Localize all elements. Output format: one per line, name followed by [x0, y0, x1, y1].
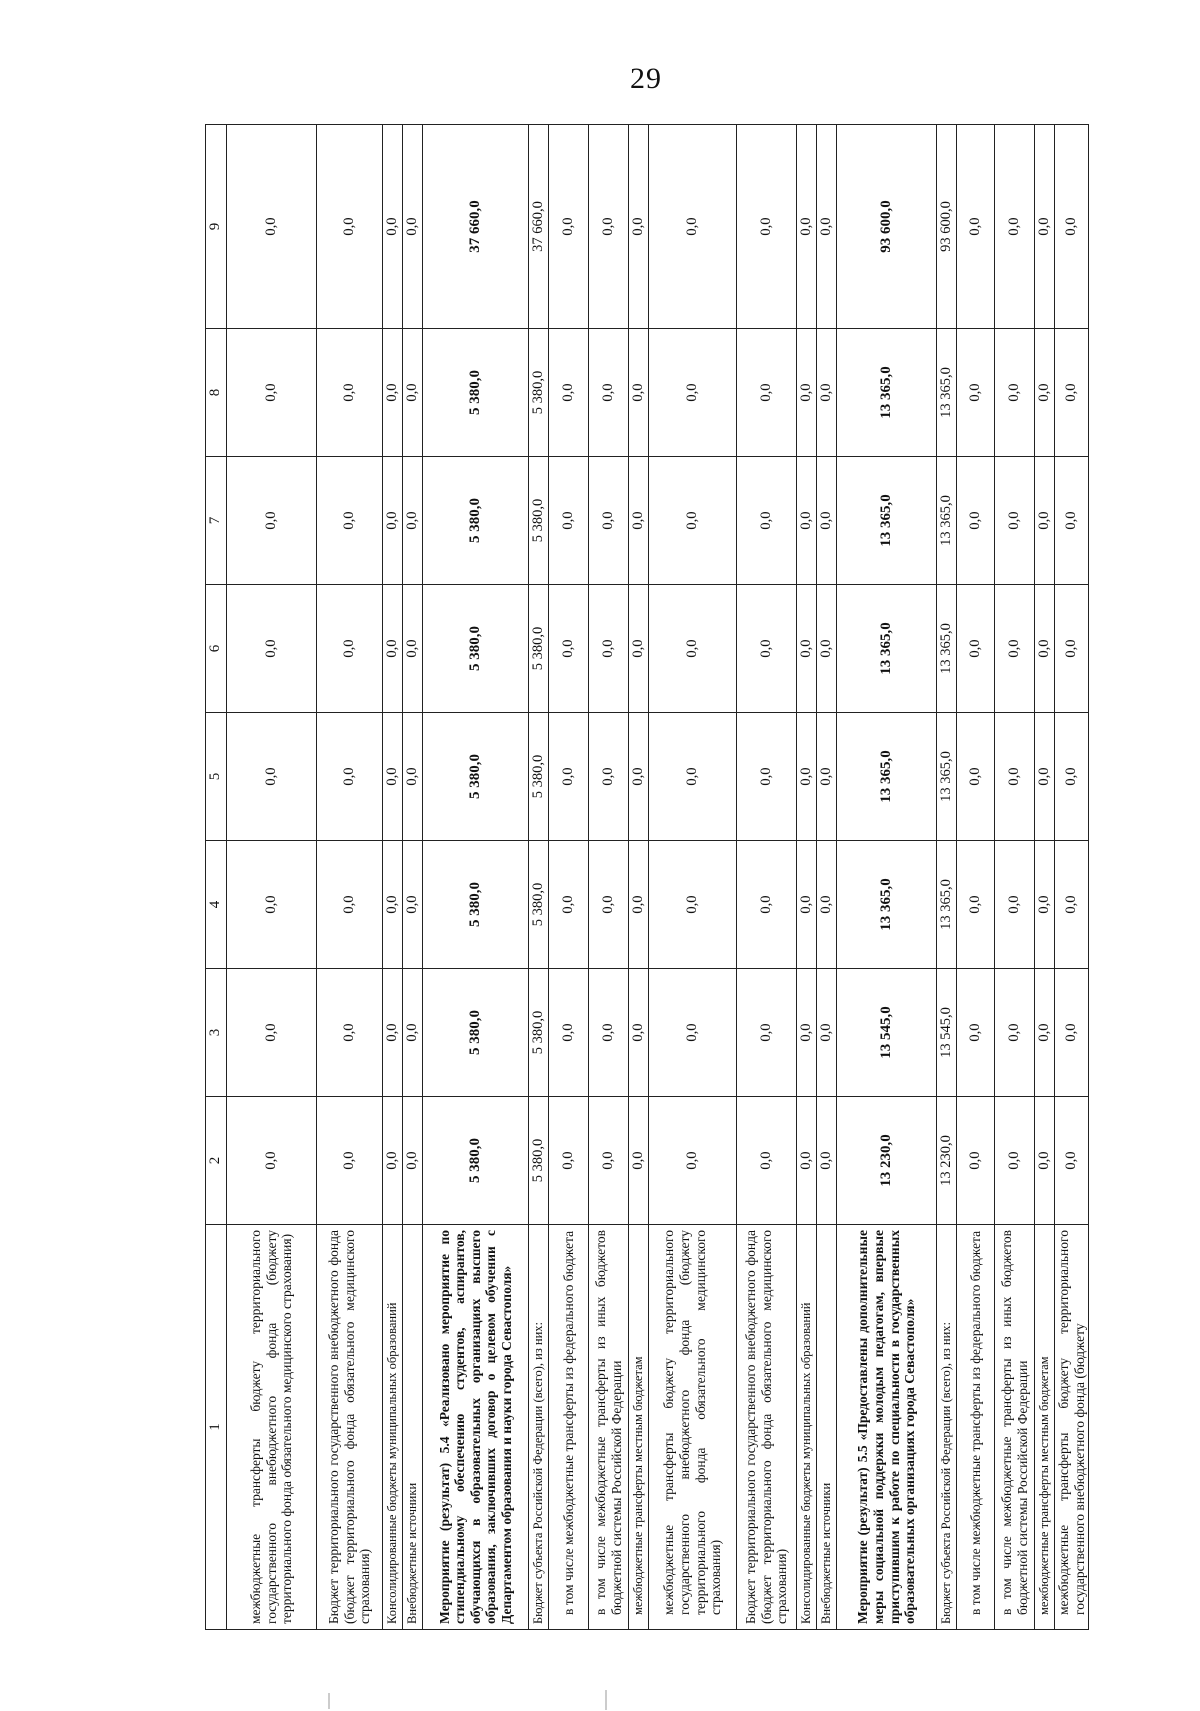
value-cell: 0,0: [1055, 969, 1089, 1097]
value-cell: 0,0: [1035, 457, 1055, 585]
value-cell: 0,0: [995, 125, 1035, 329]
row-label: межбюджетные трансферты бюджету территориального государственного внебюджетного фонда (бюджету: [1055, 1225, 1089, 1630]
column-header: 3: [206, 969, 227, 1097]
table-row: [957, 125, 995, 1630]
value-cell: 0,0: [1055, 1097, 1089, 1225]
value-cell: 0,0: [817, 125, 837, 329]
value-cell: 5 380,0: [529, 841, 549, 969]
value-cell: 0,0: [797, 841, 817, 969]
value-cell: 0,0: [1055, 125, 1089, 329]
value-cell: 0,0: [589, 713, 629, 841]
value-cell: 0,0: [995, 969, 1035, 1097]
value-cell: 0,0: [957, 713, 995, 841]
value-cell: 0,0: [1055, 713, 1089, 841]
value-cell: 0,0: [817, 1097, 837, 1225]
value-cell: 0,0: [1035, 585, 1055, 713]
value-cell: 0,0: [549, 585, 589, 713]
value-cell: 0,0: [629, 329, 649, 457]
value-cell: 0,0: [995, 457, 1035, 585]
table-row: [383, 125, 403, 1630]
value-cell: 0,0: [549, 329, 589, 457]
table-row: [423, 125, 529, 1630]
value-cell: 0,0: [317, 841, 383, 969]
value-cell: 0,0: [227, 585, 317, 713]
value-cell: 13 365,0: [837, 713, 937, 841]
value-cell: 0,0: [227, 329, 317, 457]
value-cell: 5 380,0: [529, 457, 549, 585]
row-label: в том числе межбюджетные трансферты из иных бюджетов бюджетной системы Российской Федерации: [589, 1225, 629, 1630]
value-cell: 0,0: [227, 125, 317, 329]
value-cell: 0,0: [629, 125, 649, 329]
value-cell: 5 380,0: [423, 457, 529, 585]
value-cell: 0,0: [649, 713, 737, 841]
value-cell: 5 380,0: [423, 841, 529, 969]
value-cell: 0,0: [317, 1097, 383, 1225]
value-cell: 93 600,0: [837, 125, 937, 329]
row-label: Бюджет субъекта Российской Федерации (всего), из них:: [937, 1225, 957, 1630]
value-cell: 0,0: [995, 329, 1035, 457]
value-cell: 0,0: [649, 1097, 737, 1225]
value-cell: 0,0: [995, 841, 1035, 969]
value-cell: 13 365,0: [937, 713, 957, 841]
value-cell: 0,0: [1035, 125, 1055, 329]
table-row: [549, 125, 589, 1630]
table-row: [589, 125, 629, 1630]
value-cell: 0,0: [957, 329, 995, 457]
value-cell: 0,0: [797, 457, 817, 585]
value-cell: 0,0: [737, 457, 797, 585]
value-cell: 5 380,0: [423, 329, 529, 457]
row-label: в том числе межбюджетные трансферты из федерального бюджета: [549, 1225, 589, 1630]
table-row: [797, 125, 817, 1630]
value-cell: 0,0: [227, 1097, 317, 1225]
value-cell: 13 365,0: [937, 457, 957, 585]
value-cell: 0,0: [403, 841, 423, 969]
value-cell: 0,0: [629, 841, 649, 969]
row-label: межбюджетные трансферты местным бюджетам: [1035, 1225, 1055, 1630]
value-cell: 0,0: [549, 125, 589, 329]
value-cell: 0,0: [227, 457, 317, 585]
scan-artifact-line: [605, 1690, 607, 1710]
value-cell: 0,0: [649, 125, 737, 329]
value-cell: 0,0: [797, 585, 817, 713]
value-cell: 0,0: [629, 457, 649, 585]
value-cell: 0,0: [317, 329, 383, 457]
column-header: 7: [206, 457, 227, 585]
value-cell: 0,0: [1055, 457, 1089, 585]
value-cell: 5 380,0: [529, 329, 549, 457]
value-cell: 13 365,0: [937, 841, 957, 969]
value-cell: 13 365,0: [937, 329, 957, 457]
table-row: [317, 125, 383, 1630]
value-cell: 0,0: [383, 841, 403, 969]
value-cell: 0,0: [549, 457, 589, 585]
rotated-table-canvas: [205, 125, 1087, 1630]
value-cell: 0,0: [383, 1097, 403, 1225]
table-row: [1055, 125, 1089, 1630]
value-cell: 0,0: [589, 457, 629, 585]
value-cell: 13 545,0: [837, 969, 937, 1097]
page-number: 29: [630, 62, 662, 95]
value-cell: 0,0: [629, 1097, 649, 1225]
value-cell: 0,0: [317, 125, 383, 329]
value-cell: 0,0: [1055, 841, 1089, 969]
table-row: [529, 125, 549, 1630]
value-cell: 13 230,0: [837, 1097, 937, 1225]
value-cell: 0,0: [737, 125, 797, 329]
column-header: 6: [206, 585, 227, 713]
value-cell: 0,0: [403, 969, 423, 1097]
value-cell: 0,0: [797, 713, 817, 841]
row-label: Внебюджетные источники: [817, 1225, 837, 1630]
value-cell: 0,0: [227, 713, 317, 841]
column-header: 1: [206, 1225, 227, 1630]
value-cell: 0,0: [957, 585, 995, 713]
value-cell: 0,0: [995, 585, 1035, 713]
value-cell: 0,0: [227, 969, 317, 1097]
value-cell: 0,0: [383, 713, 403, 841]
value-cell: 0,0: [957, 457, 995, 585]
table-row: [817, 125, 837, 1630]
value-cell: 0,0: [317, 457, 383, 585]
column-header: 2: [206, 1097, 227, 1225]
value-cell: 0,0: [737, 585, 797, 713]
row-label: Мероприятие (результат) 5.5 «Предоставлены дополнительные меры социальной поддержки молодым педагогам, впервые приступившим к работе по специальности в государственных образовательных организациях города Севастополя»: [837, 1225, 937, 1630]
value-cell: 0,0: [629, 969, 649, 1097]
row-label: в том числе межбюджетные трансферты из иных бюджетов бюджетной системы Российской Федерации: [995, 1225, 1035, 1630]
value-cell: 13 230,0: [937, 1097, 957, 1225]
value-cell: 0,0: [1055, 329, 1089, 457]
value-cell: 0,0: [797, 125, 817, 329]
column-header: 8: [206, 329, 227, 457]
value-cell: 0,0: [649, 841, 737, 969]
value-cell: 0,0: [995, 1097, 1035, 1225]
value-cell: 0,0: [589, 841, 629, 969]
value-cell: 13 365,0: [837, 457, 937, 585]
value-cell: 0,0: [817, 713, 837, 841]
value-cell: 0,0: [1035, 841, 1055, 969]
value-cell: 0,0: [383, 457, 403, 585]
value-cell: 5 380,0: [423, 585, 529, 713]
column-header: 4: [206, 841, 227, 969]
value-cell: 5 380,0: [529, 585, 549, 713]
value-cell: 0,0: [957, 1097, 995, 1225]
table-row: [1035, 125, 1055, 1630]
value-cell: 0,0: [797, 969, 817, 1097]
value-cell: 0,0: [403, 457, 423, 585]
value-cell: 0,0: [403, 585, 423, 713]
value-cell: 5 380,0: [423, 713, 529, 841]
value-cell: 5 380,0: [529, 713, 549, 841]
table-row: [937, 125, 957, 1630]
table-row: [629, 125, 649, 1630]
scan-artifact-line: [328, 1693, 330, 1709]
value-cell: 0,0: [649, 969, 737, 1097]
row-label: Консолидированные бюджеты муниципальных образований: [797, 1225, 817, 1630]
value-cell: 5 380,0: [423, 969, 529, 1097]
table-row: [737, 125, 797, 1630]
value-cell: 0,0: [1035, 713, 1055, 841]
value-cell: 0,0: [737, 713, 797, 841]
value-cell: 0,0: [1035, 969, 1055, 1097]
value-cell: 0,0: [549, 969, 589, 1097]
table-row: [837, 125, 937, 1630]
value-cell: 5 380,0: [529, 1097, 549, 1225]
value-cell: 0,0: [589, 329, 629, 457]
value-cell: 0,0: [403, 125, 423, 329]
value-cell: 0,0: [317, 585, 383, 713]
value-cell: 0,0: [589, 125, 629, 329]
row-label: межбюджетные трансферты местным бюджетам: [629, 1225, 649, 1630]
value-cell: 0,0: [629, 713, 649, 841]
value-cell: 0,0: [817, 969, 837, 1097]
value-cell: 37 660,0: [423, 125, 529, 329]
row-label: Бюджет территориального государственного внебюджетного фонда (бюджет территориального фонда обязательного медицинского страхования): [737, 1225, 797, 1630]
column-header: 5: [206, 713, 227, 841]
row-label: межбюджетные трансферты бюджету территориального государственного внебюджетного фонда (бюджету территориального фонда обязательного медицинского страхования): [227, 1225, 317, 1630]
table-row: [649, 125, 737, 1630]
value-cell: 0,0: [1035, 329, 1055, 457]
value-cell: 0,0: [227, 841, 317, 969]
value-cell: 0,0: [589, 585, 629, 713]
value-cell: 93 600,0: [937, 125, 957, 329]
row-label: Внебюджетные источники: [403, 1225, 423, 1630]
value-cell: 0,0: [797, 1097, 817, 1225]
row-label: Бюджет территориального государственного внебюджетного фонда (бюджет территориального фонда обязательного медицинского страхования): [317, 1225, 383, 1630]
value-cell: 0,0: [317, 969, 383, 1097]
table-header-row: [206, 125, 227, 1630]
value-cell: 0,0: [383, 585, 403, 713]
row-label: межбюджетные трансферты бюджету территориального государственного внебюджетного фонда (бюджету территориального фонда обязательного медицинского страхования): [649, 1225, 737, 1630]
value-cell: 0,0: [957, 841, 995, 969]
table-row: [403, 125, 423, 1630]
rotated-table-frame: [205, 125, 1087, 1630]
value-cell: 0,0: [797, 329, 817, 457]
value-cell: 0,0: [317, 713, 383, 841]
value-cell: 0,0: [549, 841, 589, 969]
value-cell: 0,0: [1055, 585, 1089, 713]
value-cell: 0,0: [957, 969, 995, 1097]
value-cell: 0,0: [1035, 1097, 1055, 1225]
value-cell: 37 660,0: [529, 125, 549, 329]
value-cell: 0,0: [737, 1097, 797, 1225]
value-cell: 5 380,0: [423, 1097, 529, 1225]
value-cell: 0,0: [403, 1097, 423, 1225]
value-cell: 13 365,0: [937, 585, 957, 713]
row-label: Консолидированные бюджеты муниципальных образований: [383, 1225, 403, 1630]
value-cell: 5 380,0: [529, 969, 549, 1097]
value-cell: 0,0: [383, 329, 403, 457]
table-row: [227, 125, 317, 1630]
value-cell: 0,0: [817, 329, 837, 457]
value-cell: 13 365,0: [837, 841, 937, 969]
value-cell: 0,0: [649, 585, 737, 713]
value-cell: 0,0: [995, 713, 1035, 841]
value-cell: 0,0: [629, 585, 649, 713]
value-cell: 13 365,0: [837, 329, 937, 457]
row-label: Бюджет субъекта Российской Федерации (всего), из них:: [529, 1225, 549, 1630]
value-cell: 0,0: [737, 841, 797, 969]
value-cell: 0,0: [403, 713, 423, 841]
value-cell: 13 365,0: [837, 585, 937, 713]
value-cell: 0,0: [403, 329, 423, 457]
budget-table: [205, 124, 1089, 1630]
value-cell: 0,0: [957, 125, 995, 329]
row-label: Мероприятие (результат) 5.4 «Реализовано мероприятие по стипендиальному обеспечению студентов, аспирантов, обучающихся в образовательных организациях высшего образования, заключивших договор о целевом обучении с Департаментом образования и науки города Севастополя»: [423, 1225, 529, 1630]
value-cell: 0,0: [589, 1097, 629, 1225]
column-header: 9: [206, 125, 227, 329]
value-cell: 0,0: [649, 457, 737, 585]
table-body: [206, 125, 1089, 1630]
value-cell: 0,0: [549, 713, 589, 841]
value-cell: 0,0: [383, 969, 403, 1097]
value-cell: 0,0: [589, 969, 629, 1097]
value-cell: 0,0: [549, 1097, 589, 1225]
value-cell: 0,0: [649, 329, 737, 457]
value-cell: 0,0: [737, 969, 797, 1097]
value-cell: 0,0: [817, 457, 837, 585]
value-cell: 13 545,0: [937, 969, 957, 1097]
value-cell: 0,0: [737, 329, 797, 457]
value-cell: 0,0: [817, 585, 837, 713]
row-label: в том числе межбюджетные трансферты из федерального бюджета: [957, 1225, 995, 1630]
value-cell: 0,0: [383, 125, 403, 329]
table-row: [995, 125, 1035, 1630]
value-cell: 0,0: [817, 841, 837, 969]
